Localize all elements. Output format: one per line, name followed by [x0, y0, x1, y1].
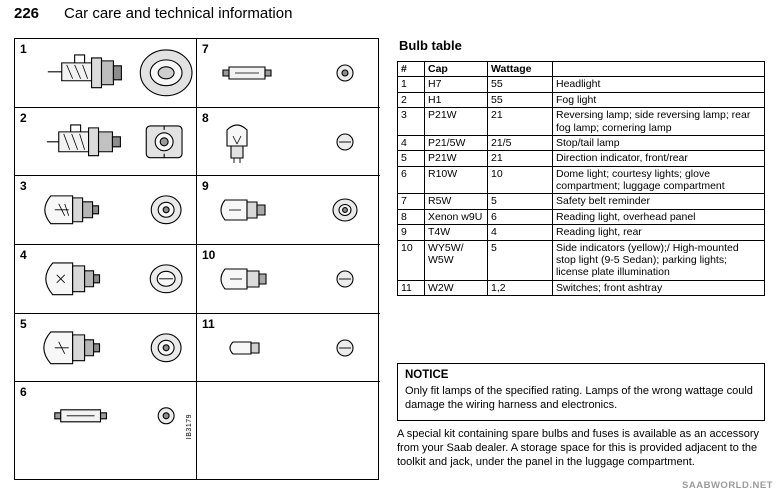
page-header [0, 0, 779, 30]
bulb-cell-number: 5 [20, 316, 27, 331]
cell-cap: Xenon w9U [425, 209, 488, 224]
notice-title: NOTICE [405, 369, 449, 381]
xenon-w9u-bulb-icon [197, 108, 380, 177]
bulb-cell-3 [15, 176, 196, 245]
bulb-cell-6 [15, 382, 196, 451]
h7-bulb-icon [15, 39, 196, 108]
cell-cap: WY5W/ W5W [425, 240, 488, 280]
w2w-bulb-icon [197, 314, 380, 383]
bulb-cell-number: 4 [20, 248, 27, 263]
cell-number: 5 [398, 151, 425, 166]
cell-cap: R5W [425, 194, 488, 209]
table-row [398, 151, 765, 166]
bulb-cell-1 [15, 39, 196, 108]
bulb-grid-left-column [15, 39, 197, 479]
cell-cap: W2W [425, 280, 488, 295]
bulb-cell-number: 9 [202, 179, 209, 194]
bulb-cell-11 [197, 314, 380, 383]
cell-number: 7 [398, 194, 425, 209]
notice-box [397, 363, 765, 421]
cell-application: Fog light [553, 92, 765, 107]
cell-wattage: 5 [488, 240, 553, 280]
bulb-cell-number: 1 [20, 42, 27, 56]
table-row [398, 225, 765, 240]
table-header-row [398, 62, 765, 77]
cell-wattage: 6 [488, 209, 553, 224]
watermark-label: SAABWORLD.NET [682, 480, 773, 491]
column-header-application [553, 62, 765, 77]
cell-number: 3 [398, 108, 425, 136]
bulb-cell-number: 7 [202, 42, 209, 56]
cell-number: 4 [398, 135, 425, 150]
cell-wattage: 55 [488, 92, 553, 107]
table-row [398, 92, 765, 107]
table-row [398, 166, 765, 194]
cell-application: Headlight [553, 77, 765, 92]
column-header-cap: Cap [425, 62, 488, 77]
cell-cap: H1 [425, 92, 488, 107]
cell-number: 11 [398, 280, 425, 295]
bulb-table-section [397, 38, 765, 296]
cell-wattage: 10 [488, 166, 553, 194]
column-header-wattage: Wattage [488, 62, 553, 77]
bulb-cell-5 [15, 314, 196, 383]
bulb-cell-8 [197, 108, 380, 177]
table-row [398, 77, 765, 92]
cell-application: Reading light, overhead panel [553, 209, 765, 224]
page-title: Car care and technical information [64, 5, 293, 22]
cell-wattage: 21 [488, 108, 553, 136]
cell-cap: R10W [425, 166, 488, 194]
bulb-cell-10 [197, 245, 380, 314]
table-row [398, 280, 765, 295]
bulb-cell-number: 3 [20, 179, 27, 194]
cell-number: 2 [398, 92, 425, 107]
bulb-cell-2 [15, 108, 196, 177]
bulb-grid-right-column [197, 39, 380, 479]
cell-application: Safety belt reminder [553, 194, 765, 209]
cell-cap: P21W [425, 108, 488, 136]
table-row [398, 240, 765, 280]
p21w-indicator-bulb-icon [15, 314, 196, 383]
cell-number: 10 [398, 240, 425, 280]
h1-bulb-icon [15, 108, 196, 177]
cell-wattage: 55 [488, 77, 553, 92]
cell-cap: P21W [425, 151, 488, 166]
table-row [398, 108, 765, 136]
bulb-cell-number: 6 [20, 385, 27, 400]
table-row [398, 135, 765, 150]
cell-wattage: 4 [488, 225, 553, 240]
cell-number: 1 [398, 77, 425, 92]
artwork-code: IB3179 [186, 413, 193, 440]
cell-wattage: 21/5 [488, 135, 553, 150]
cell-application: Direction indicator, front/rear [553, 151, 765, 166]
bulb-cell-number: 11 [202, 316, 215, 331]
bulb-illustration-grid [14, 38, 379, 480]
bulb-cell-number: 8 [202, 110, 209, 125]
wy5w-w5w-bulb-icon [197, 245, 380, 314]
bulb-cell-4 [15, 245, 196, 314]
festoon-r5w-bulb-icon [197, 39, 380, 108]
festoon-bulb-icon [15, 382, 196, 451]
cell-wattage: 21 [488, 151, 553, 166]
cell-application: Switches; front ashtray [553, 280, 765, 295]
bulb-cell-number: 10 [202, 248, 216, 263]
cell-number: 6 [398, 166, 425, 194]
bulb-cell-number: 2 [20, 110, 27, 125]
cell-cap: H7 [425, 77, 488, 92]
table-row [398, 209, 765, 224]
cell-application: Side indicators (yellow);/ High-mounted stop light (9-5 Sedan); parking lights; license plate illumination [553, 240, 765, 280]
table-row [398, 194, 765, 209]
bulb-cell-9 [197, 176, 380, 245]
bulb-cell-blank [197, 382, 380, 451]
page-number: 226 [14, 5, 40, 22]
cell-cap: P21/5W [425, 135, 488, 150]
p21-5w-bulb-icon [15, 245, 196, 314]
cell-application: Reading light, rear [553, 225, 765, 240]
cell-application: Stop/tail lamp [553, 135, 765, 150]
cell-wattage: 5 [488, 194, 553, 209]
p21w-bulb-icon [15, 176, 196, 245]
footnote-text: A special kit containing spare bulbs and fuses is available as an accessory from your Saab dealer. A storage space for this is provided adjacent to the toolkit and jack, under the panel in the luggage compartment. [397, 428, 759, 468]
cell-wattage: 1,2 [488, 280, 553, 295]
bulb-cell-7 [197, 39, 380, 108]
cell-number: 8 [398, 209, 425, 224]
column-header-number: # [398, 62, 425, 77]
bulb-table-title: Bulb table [399, 38, 462, 53]
cell-application: Dome light; courtesy lights; glove compartment; luggage compartment [553, 166, 765, 194]
cell-cap: T4W [425, 225, 488, 240]
cell-application: Reversing lamp; side reversing lamp; rear fog lamp; cornering lamp [553, 108, 765, 136]
notice-body: Only fit lamps of the specified rating. Lamps of the wrong wattage could damage the wiring harness and electronics. [405, 385, 753, 411]
cell-number: 9 [398, 225, 425, 240]
bulb-table [397, 61, 765, 296]
t4w-bulb-icon [197, 176, 380, 245]
